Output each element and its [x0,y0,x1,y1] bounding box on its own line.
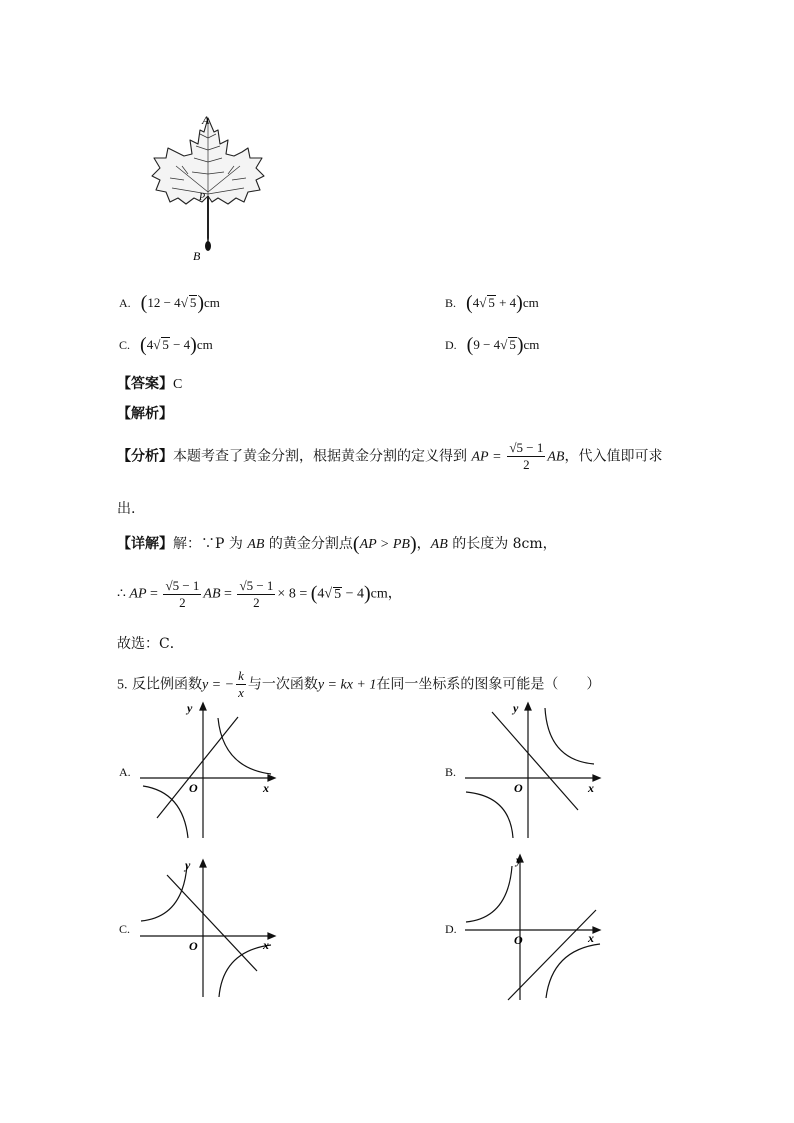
q5-stem: 5. 反比例函数y = − $\frac{k}{x}$ 与一次函数y = kx + 1在同一坐标系的图象可能是（ ） [117,668,601,700]
fenxi-line-2: 出. [117,501,136,517]
fenxi-line: 【分析】本题考查了黄金分割，根据黄金分割的定义得到 AP = $\frac{√5 - 1}{2}$ AB，代入值即可求 [117,440,663,472]
graph-c-y-label: y [185,858,191,872]
graph-a-letter: A. [119,765,131,779]
graph-b [460,700,605,840]
leaf-label-a: A [202,113,210,127]
detail-line: 【详解】解：∵P 为 AB 的黄金分割点(AP > PB)，AB 的长度为 8cm， [117,533,557,555]
graph-b-y-label: y [513,701,519,715]
option-a: A. (12 − 4√ 5)cm [119,292,220,314]
leaf-label-b: B [193,249,201,263]
graph-a-x-label: x [263,781,269,795]
option-d: D. (9 − 4√ 5)cm [445,334,540,356]
graph-b-letter: B. [445,765,457,779]
leaf-label-p: P [199,192,206,203]
option-b: B. (4√ 5 + 4)cm [445,292,539,314]
option-c: C. (4√ 5 − 4)cm [119,334,213,356]
graph-b-origin: O [514,781,523,795]
calculation-line: ∴ AP = $\frac{√5 - 1}{2}$ AB = $\frac{√5 - 1}{2}$ × 8 = (4√ 5 − 4)cm， [117,578,402,610]
graph-c [135,855,280,1000]
maple-leaf-figure [148,108,273,266]
graph-a-y-label: y [187,701,193,715]
choose-line: 故选：C． [117,636,184,652]
answer-line: 【答案】C [117,376,183,392]
graph-a [135,700,280,840]
graph-c-x-label: x [263,938,269,952]
graph-c-origin: O [189,939,198,953]
graph-d-y-label: y [516,853,522,867]
graph-d-letter: D. [445,922,457,936]
graph-b-x-label: x [588,781,594,795]
graph-a-origin: O [189,781,198,795]
analysis-heading: 【解析】 [117,406,173,422]
graph-d-x-label: x [588,931,594,945]
graph-d [460,852,605,1002]
graph-c-letter: C. [119,922,131,936]
graph-d-origin: O [514,933,523,947]
